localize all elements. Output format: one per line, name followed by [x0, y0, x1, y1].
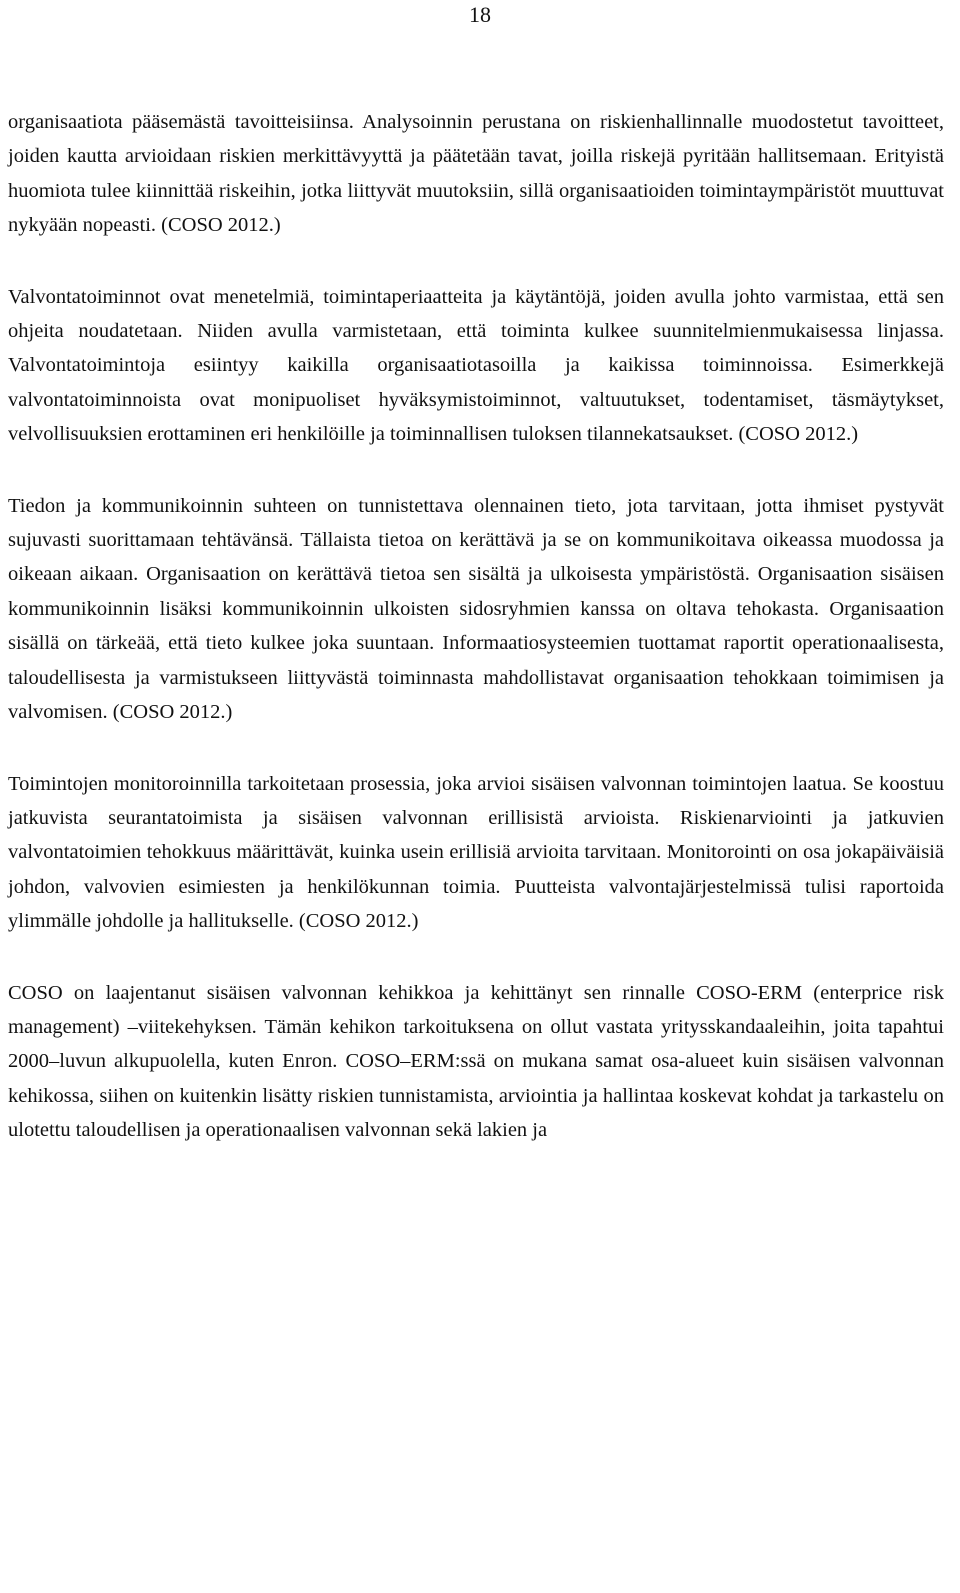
- paragraph-risk-analysis: organisaatiota pääsemästä tavoitteisiinsa. Analysoinnin perustana on riskienhallinnalle muodostetut tavoitteet, joiden kautta arvioidaan riskien merkittävyyttä ja päätetään tavat, joilla riskejä pyritään hallitsemaan. Erityistä huomiota tulee kiinnittää riskeihin, jotka liittyvät muutoksiin, sillä organisaatioiden toimintaympäristöt muuttuvat nykyään nopeasti. (COSO 2012.): [8, 111, 944, 237]
- paragraph-information-communication: Tiedon ja kommunikoinnin suhteen on tunnistettava olennainen tieto, jota tarvitaan, jotta ihmiset pystyvät sujuvasti suorittamaan tehtävänsä. Tällaista tietoa on kerättävä ja se on kommunikoitava oikeassa muodossa ja oikeaan aikaan. Organisaation on kerättävä tietoa sen sisältä ja ulkoisesta ympäristöstä. Organisaation sisäisen kommunikoinnin lisäksi kommunikoinnin ulkoisten sidosryhmien kanssa on oltava tehokasta. Organisaation sisällä on tärkeää, että tieto kulkee joka suuntaan. Informaatiosysteemien tuottamat raportit operationaalisesta, taloudellisesta ja varmistukseen liittyvästä toiminnasta mahdollistavat organisaation tehokkaan toimimisen ja valvomisen. (COSO 2012.): [8, 494, 944, 724]
- paragraph-coso-erm: COSO on laajentanut sisäisen valvonnan kehikkoa ja kehittänyt sen rinnalle COSO-ERM (enterprice risk management) –viitekehyksen. Tämän kehikon tarkoituksena on ollut vastata yritysskandaaleihin, joita tapahtui 2000–luvun alkupuolella, kuten Enron. COSO–ERM:ssä on mukana samat osa-alueet kuin sisäisen valvonnan kehikossa, siihen on kuitenkin lisätty riskien tunnistamista, arviointia ja hallintaa koskevat kohdat ja tarkastelu on ulotettu taloudellisen ja operationaalisen valvonnan sekä lakien ja: [8, 981, 944, 1142]
- paragraph-monitoring: Toimintojen monitoroinnilla tarkoitetaan prosessia, joka arvioi sisäisen valvonnan toimintojen laatua. Se koostuu jatkuvista seurantatoimista ja sisäisen valvonnan erillisistä arvioista. Riskienarviointi ja jatkuvien valvontatoimien tehokkuus määrittävät, kuinka usein erillisiä arvioita tarvitaan. Monitorointi on osa jokapäiväisiä johdon, valvovien esimiesten ja henkilökunnan toimia. Puutteista valvontajärjestelmissä tulisi raportoida ylimmälle johdolle ja hallitukselle. (COSO 2012.): [8, 772, 944, 933]
- body-text: [8, 105, 944, 1148]
- page-number: 18: [469, 2, 491, 27]
- paragraph-control-activities: Valvontatoiminnot ovat menetelmiä, toimintaperiaatteita ja käytäntöjä, joiden avulla johto varmistaa, että sen ohjeita noudatetaan. Niiden avulla varmistetaan, että toiminta kulkee suunnitelmienmukaisessa linjassa. Valvontatoimintoja esiintyy kaikilla organisaatiotasoilla ja kaikissa toiminnoissa. Esimerkkejä valvontatoiminnoista ovat monipuoliset hyväksymistoiminnot, valtuutukset, todentamiset, täsmäytykset, velvollisuuksien erottaminen eri henkilöille ja toiminnallisen tuloksen tilannekatsaukset. (COSO 2012.): [8, 285, 944, 446]
